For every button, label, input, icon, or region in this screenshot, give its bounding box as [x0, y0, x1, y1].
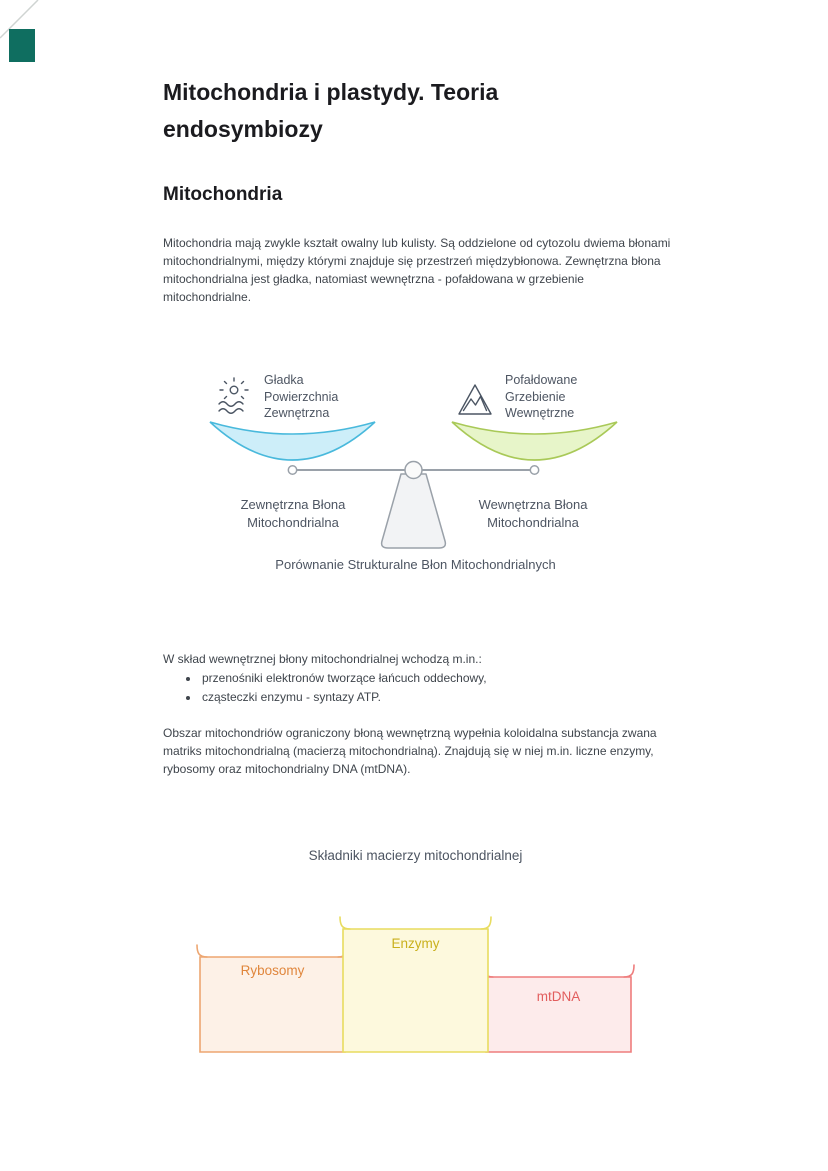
sun-over-waves-icon: [219, 378, 248, 413]
outer-membrane-label-line2: Mitochondrialna: [247, 514, 339, 530]
left-pan-label-line1: Gładka: [264, 373, 304, 387]
right-pan-label-line2: Grzebienie: [505, 389, 566, 404]
enzymy-right-rim-curl: [481, 917, 491, 929]
left-beam-joint: [288, 466, 296, 474]
mtdna-right-rim-curl: [624, 965, 634, 977]
rybosomy-left-rim-curl: [197, 945, 207, 957]
outer-membrane-label-line1: Zewnętrzna Błona: [240, 497, 346, 512]
mtdna-label: mtDNA: [536, 989, 581, 1004]
rybosomy-label: Rybosomy: [240, 963, 305, 978]
inner-membrane-components-list: [186, 669, 670, 706]
right-pan-label-line3: Wewnętrzne: [505, 406, 575, 420]
enzymy-label: Enzymy: [391, 936, 440, 951]
right-pan-label: [505, 372, 577, 422]
matrix-paragraph: Obszar mitochondriów ograniczony błoną wewnętrzną wypełnia koloidalna substancja zwana matriks mitochondrialną (macierzą mitochondrialną). Znajdują się w niej m.in. liczne enzymy, rybosomy oraz mitochondrialny DNA (mtDNA).: [163, 726, 657, 776]
list-intro: W skład wewnętrznej błony mitochondrialnej wchodzą m.in.:: [163, 652, 482, 666]
scale-fulcrum: [382, 474, 446, 548]
section-heading-mitochondria: Mitochondria: [163, 184, 283, 205]
right-beam-joint: [530, 466, 538, 474]
left-scale-pan: [210, 422, 375, 460]
left-pan-label: [264, 372, 338, 422]
membrane-comparison-scale-graphic: [155, 370, 675, 565]
enzymy-left-rim-curl: [340, 917, 350, 929]
left-pan-label-line3: Zewnętrzna: [264, 406, 330, 420]
inner-membrane-label-line1: Wewnętrzna Błona: [478, 497, 588, 512]
page-title: Mitochondria i plastydy. Teoria endosymbiozy: [163, 79, 499, 142]
list-item-2: • cząsteczki enzymu - syntazy ATP.: [200, 688, 670, 707]
inner-membrane-label-line2: Mitochondrialna: [487, 514, 579, 530]
right-scale-pan: [452, 422, 617, 460]
mtdna-container-shape: [483, 965, 634, 1052]
matrix-chart-title: Składniki macierzy mitochondrialnej: [308, 848, 523, 863]
list-item-1: • przenośniki elektronów tworzące łańcuch oddechowy,: [200, 669, 670, 688]
inner-membrane-label: [444, 496, 622, 531]
scale-figure-caption: Porównanie Strukturalne Błon Mitochondrialnych: [275, 557, 556, 572]
right-pan-label-line1: Pofałdowane: [505, 373, 578, 387]
fulcrum-pivot: [405, 462, 422, 479]
mountains-in-triangle-icon: [459, 385, 491, 414]
left-pan-label-line2: Powierzchnia: [264, 389, 339, 404]
rybosomy-container-shape: [197, 945, 348, 1052]
bookmark-tab: [9, 29, 35, 62]
intro-paragraph: Mitochondria mają zwykle kształt owalny lub kulisty. Są oddzielone od cytozolu dwiema błonami mitochondrialnymi, między którymi znajduje się przestrzeń międzybłonowa. Zewnętrzna błona mitochondrialna jest gładka, natomiast wewnętrzna - pofałdowana w grzebienie mitochondrialne.: [163, 236, 671, 304]
outer-membrane-label: [204, 496, 382, 531]
